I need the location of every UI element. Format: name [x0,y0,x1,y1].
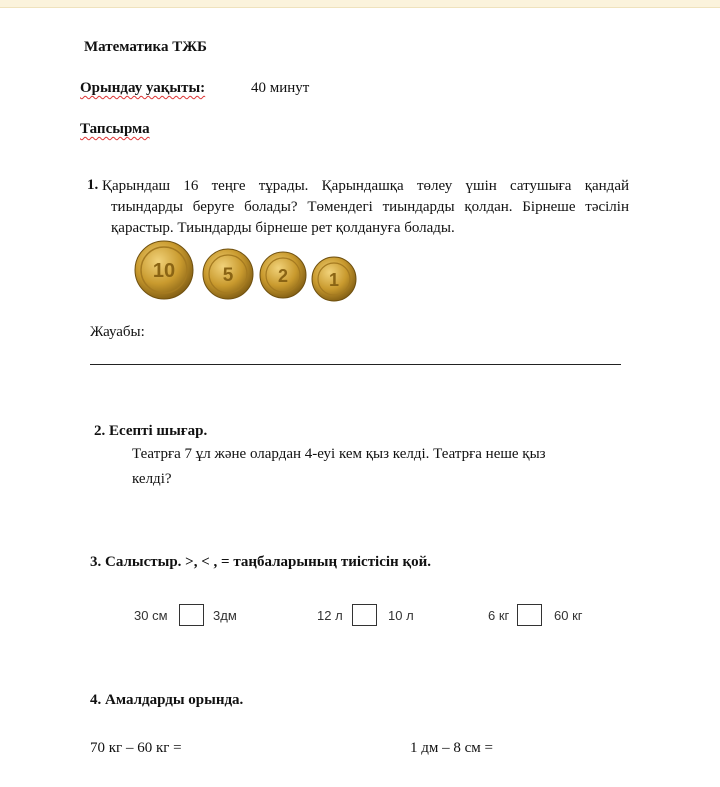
answer-label: Жауабы: [90,324,145,340]
task3-title: 3. Салыстыр. >, < , = таңбаларының тиістісін қой. [90,554,431,570]
coin-5 [203,249,253,299]
svg-text:2: 2 [277,266,289,286]
task1-line3: қарастыр. Тиындарды бірнеше рет қолдануға болады. [111,220,455,236]
task4-expr2: 1 дм – 8 см = [410,740,493,756]
compare2-left: 12 л [317,608,343,623]
task-heading: Тапсырма [80,121,150,137]
coin-2 [260,252,306,298]
compare2-right: 10 л [388,608,414,623]
task2-line2: келді? [132,471,172,487]
task4-expr1: 70 кг – 60 кг = [90,740,182,756]
time-label: Орындау уақыты: [80,80,206,96]
coins-image [134,239,362,303]
answer-line [90,364,621,365]
coin-10 [135,241,193,299]
compare3-left: 6 кг [488,608,510,623]
task1-number: 1. [87,177,99,193]
task1-line2: тиындарды беруге болады? Төмендегі тиындарды қолдан. Бірнеше тәсілін [111,199,629,215]
coin-1 [312,257,356,301]
svg-text:10: 10 [152,260,176,282]
time-value: 40 минут [251,80,310,96]
svg-text:1: 1 [328,270,340,290]
compare2-box[interactable] [352,604,377,626]
compare3-right: 60 кг [554,608,583,623]
document-title: Математика ТЖБ [84,39,207,55]
task4-title: 4. Амалдарды орында. [90,692,244,708]
task1-line1: Қарындаш 16 теңге тұрады. Қарындашқа төлеу үшін сатушыға қандай [102,178,629,194]
compare1-left: 30 см [134,608,168,623]
svg-text:5: 5 [222,265,234,286]
compare3-box[interactable] [517,604,542,626]
top-bar [0,0,720,8]
compare1-box[interactable] [179,604,204,626]
compare1-right: 3дм [213,608,237,623]
task2-title: 2. Есепті шығар. [94,423,208,439]
task2-line1: Театрға 7 ұл және олардан 4-еуі кем қыз келді. Театрға неше қыз [132,446,546,462]
